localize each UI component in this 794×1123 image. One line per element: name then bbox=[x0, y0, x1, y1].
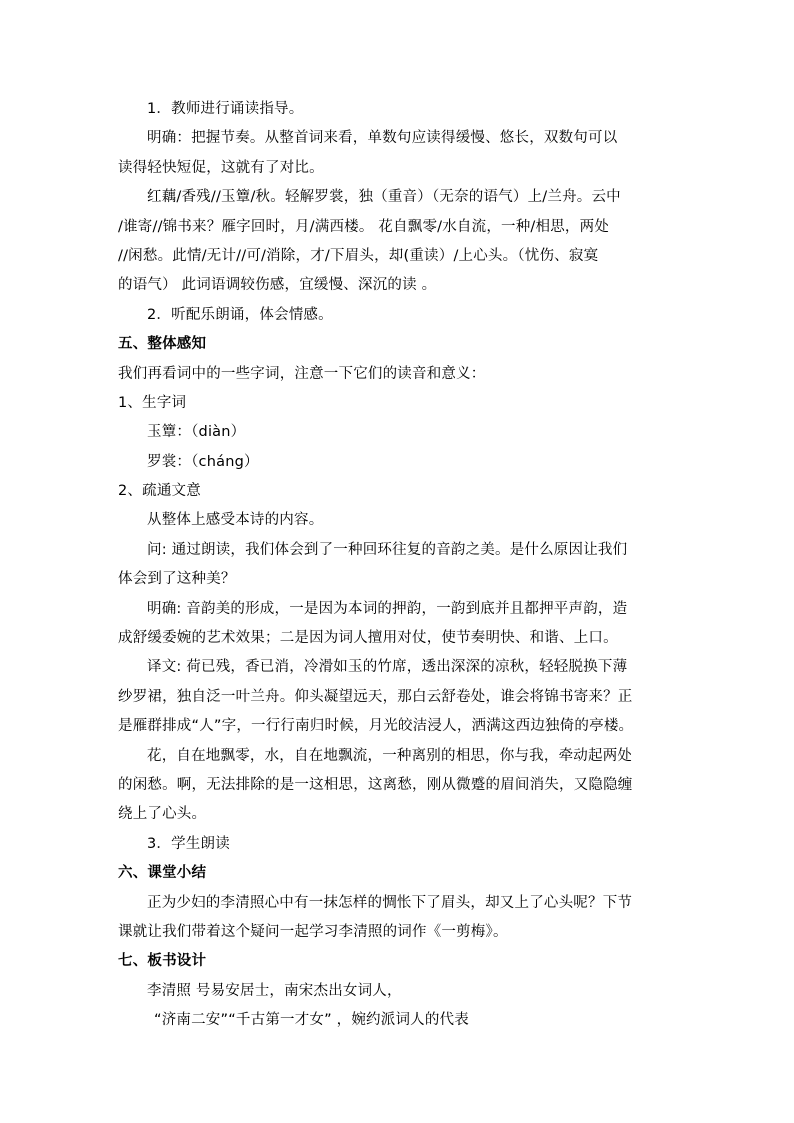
paragraph-line: 花，自在地飘零，水，自在地飘流，一种离别的相思，你与我，牵动起两处 bbox=[147, 747, 633, 764]
paragraph-line: 体会到了这种美？ bbox=[118, 571, 236, 588]
paragraph-line: 2．听配乐朗诵，体会情感。 bbox=[147, 306, 333, 323]
paragraph-line: 的闲愁。啊，无法排除的是一这相思，这离愁，刚从微蹙的眉间消失，又隐隐缠 bbox=[118, 776, 633, 793]
paragraph-line: 问: 通过朗读，我们体会到了一种回环往复的音韵之美。是什么原因让我们 bbox=[147, 541, 628, 558]
paragraph-line: 玉簟：（diàn） bbox=[147, 424, 246, 441]
section-heading: 五、整体感知 bbox=[118, 336, 207, 353]
paragraph-line: 是雁群排成“人”字，一行行南归时候，月光皎洁浸人，洒满这西边独倚的亭楼。 bbox=[118, 718, 634, 735]
subheading: 1、生字词 bbox=[118, 394, 187, 411]
paragraph-line: 明确：把握节奏。从整首词来看，单数句应读得缓慢、悠长，双数句可以 bbox=[147, 130, 618, 147]
paragraph-line: 红藕/香残//玉簟/秋。轻解罗裳，独（重音）（无奈的语气）上/兰舟。云中 bbox=[147, 189, 621, 206]
paragraph-line: 正为少妇的李清照心中有一抹怎样的惆怅下了眉头，却又上了心头呢？下节 bbox=[147, 894, 633, 911]
paragraph-line: 课就让我们带着这个疑问一起学习李清照的词作《一剪梅》。 bbox=[118, 923, 508, 940]
section-heading: 六、课堂小结 bbox=[118, 865, 207, 882]
paragraph-line: 的语气） 此词语调较伤感，宜缓慢、深沉的读 。 bbox=[118, 277, 437, 294]
paragraph-line: “济南二安”“千古第一才女” ，婉约派词人的代表 bbox=[154, 1012, 469, 1029]
paragraph-line: 3．学生朗读 bbox=[147, 835, 230, 852]
paragraph-line: 纱罗裙，独自泛一叶兰舟。仰头凝望远天，那白云舒卷处，谁会将锦书寄来？正 bbox=[118, 688, 633, 705]
subheading: 2、疏通文意 bbox=[118, 483, 201, 500]
paragraph-line: 成舒缓委婉的艺术效果；二是因为词人擅用对仗，使节奏明快、和谐、上口。 bbox=[118, 630, 618, 647]
document-body bbox=[118, 95, 678, 1036]
paragraph-line: 读得轻快短促，这就有了对比。 bbox=[118, 159, 324, 176]
paragraph-line: 译文: 荷已残，香已消，冷滑如玉的竹席，透出深深的凉秋，轻轻脱换下薄 bbox=[147, 659, 628, 676]
paragraph-line: 罗裳：（cháng） bbox=[147, 453, 259, 470]
paragraph-line: 绕上了心头。 bbox=[118, 806, 207, 823]
paragraph-line: 明确: 音韵美的形成，一是因为本词的押韵，一韵到底并且都押平声韵，造 bbox=[147, 600, 628, 617]
paragraph-line: /谁寄//锦书来？雁字回时，月/满西楼。 花自飘零/水自流，一种/相思，两处 bbox=[118, 218, 610, 235]
paragraph-line: 李清照 号易安居士，南宋杰出女词人， bbox=[147, 982, 402, 999]
section-heading: 七、板书设计 bbox=[118, 953, 207, 970]
paragraph-line: 从整体上感受本诗的内容。 bbox=[147, 512, 324, 529]
paragraph-line: 1．教师进行诵读指导。 bbox=[147, 101, 304, 117]
paragraph-line: 我们再看词中的一些字词，注意一下它们的读音和意义： bbox=[118, 365, 486, 382]
paragraph-line: //闲愁。此情/无计//可/消除，才/下眉头，却(重读）/上心头。（忧伤、寂寞 bbox=[118, 247, 599, 264]
